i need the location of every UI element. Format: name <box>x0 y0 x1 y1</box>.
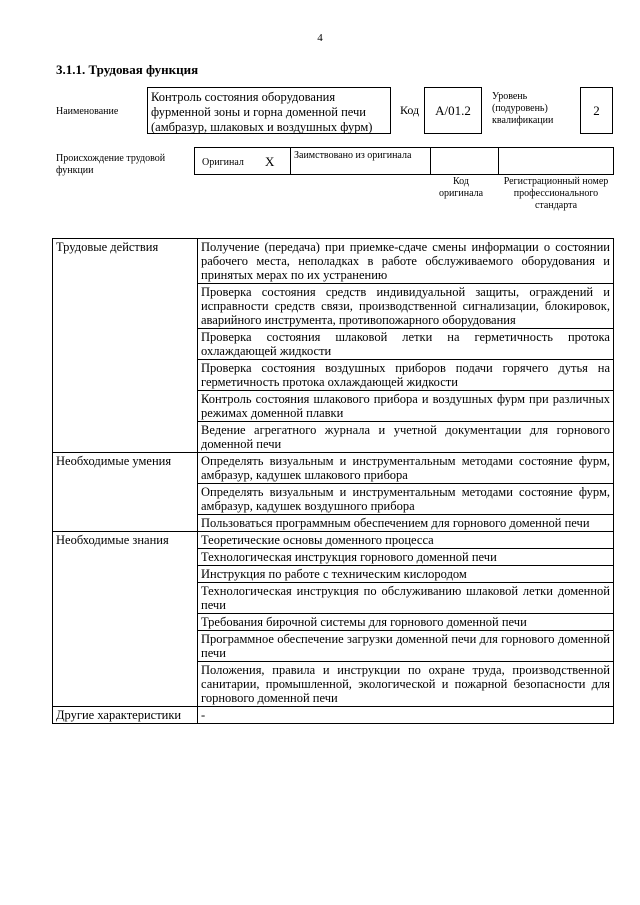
table-row <box>53 453 614 484</box>
description-cell: Технологическая инструкция по обслуживанию шлаковой летки доменной печи <box>198 583 614 614</box>
description-cell: Контроль состояния шлакового прибора и воздушных фурм при различных режимах доменной плавки <box>198 391 614 422</box>
description-cell: Инструкция по работе с техническим кислородом <box>198 566 614 583</box>
code-box <box>424 87 482 134</box>
description-cell: Ведение агрегатного журнала и учетной документации для горнового доменной печи <box>198 422 614 453</box>
code-original-caption: Код оригинала <box>438 176 484 199</box>
code-original-cell <box>431 148 499 174</box>
origin-row <box>194 147 614 175</box>
level-box <box>580 87 613 134</box>
reg-number-cell <box>499 148 615 174</box>
category-cell: Трудовые действия <box>53 239 198 453</box>
description-cell: Проверка состояния воздушных приборов подачи горячего дутья на герметичность протока охлаждающей жидкости <box>198 360 614 391</box>
table-row <box>53 532 614 549</box>
original-label: Оригинал <box>202 157 244 168</box>
description-cell: Проверка состояния шлаковой летки на герметичность протока охлаждающей жидкости <box>198 329 614 360</box>
description-cell: Требования бирочной системы для горнового доменной печи <box>198 614 614 631</box>
description-cell: Определять визуальным и инструментальным методами состояние фурм, амбразур, кадушек шлакового прибора <box>198 453 614 484</box>
category-cell: Необходимые знания <box>53 532 198 707</box>
category-cell: Другие характеристики <box>53 707 198 724</box>
description-cell: - <box>198 707 614 724</box>
description-cell: Получение (передача) при приемке-сдаче смены информации о состоянии рабочего места, неполадках в работе обслуживаемого оборудования и принятых мерах по их устранению <box>198 239 614 284</box>
description-cell: Проверка состояния средств индивидуальной защиты, ограждений и исправности средств связи, производственной сигнализации, блокировок, аварийного инструмента, противопожарного оборудования <box>198 284 614 329</box>
description-cell: Технологическая инструкция горнового доменной печи <box>198 549 614 566</box>
original-cell <box>195 148 291 174</box>
borrowed-cell <box>291 148 431 174</box>
origin-label: Происхождение трудовой функции <box>56 153 166 176</box>
description-cell: Теоретические основы доменного процесса <box>198 532 614 549</box>
description-cell: Положения, правила и инструкции по охране труда, производственной санитарии, промышленной, экологической и пожарной безопасности для горнового доменной печи <box>198 662 614 707</box>
function-name-value: Контроль состояния оборудования фурменной зоны и горна доменной печи (амбразур, шлаковых и воздушных фурм) <box>151 90 373 134</box>
level-label: Уровень (подуровень) квалификации <box>492 91 554 126</box>
description-cell: Определять визуальным и инструментальным методами состояние фурм, амбразур, кадушек воздушного прибора <box>198 484 614 515</box>
table-row <box>53 239 614 284</box>
page-number: 4 <box>317 32 323 44</box>
level-value: 2 <box>593 103 600 118</box>
borrowed-label: Заимствовано из оригинала <box>294 150 412 161</box>
description-cell: Программное обеспечение загрузки доменной печи для горнового доменной печи <box>198 631 614 662</box>
table-row <box>53 707 614 724</box>
category-cell: Необходимые умения <box>53 453 198 532</box>
section-title: 3.1.1. Трудовая функция <box>56 62 199 77</box>
code-label: Код <box>400 103 420 117</box>
function-name-box <box>147 87 391 134</box>
labor-function-table <box>52 238 614 724</box>
description-cell: Пользоваться программным обеспечением для горнового доменной печи <box>198 515 614 532</box>
code-value: A/01.2 <box>435 103 471 118</box>
name-label: Наименование <box>56 106 119 117</box>
original-mark: X <box>265 154 275 169</box>
reg-number-caption: Регистрационный номер профессионального стандарта <box>503 176 609 211</box>
